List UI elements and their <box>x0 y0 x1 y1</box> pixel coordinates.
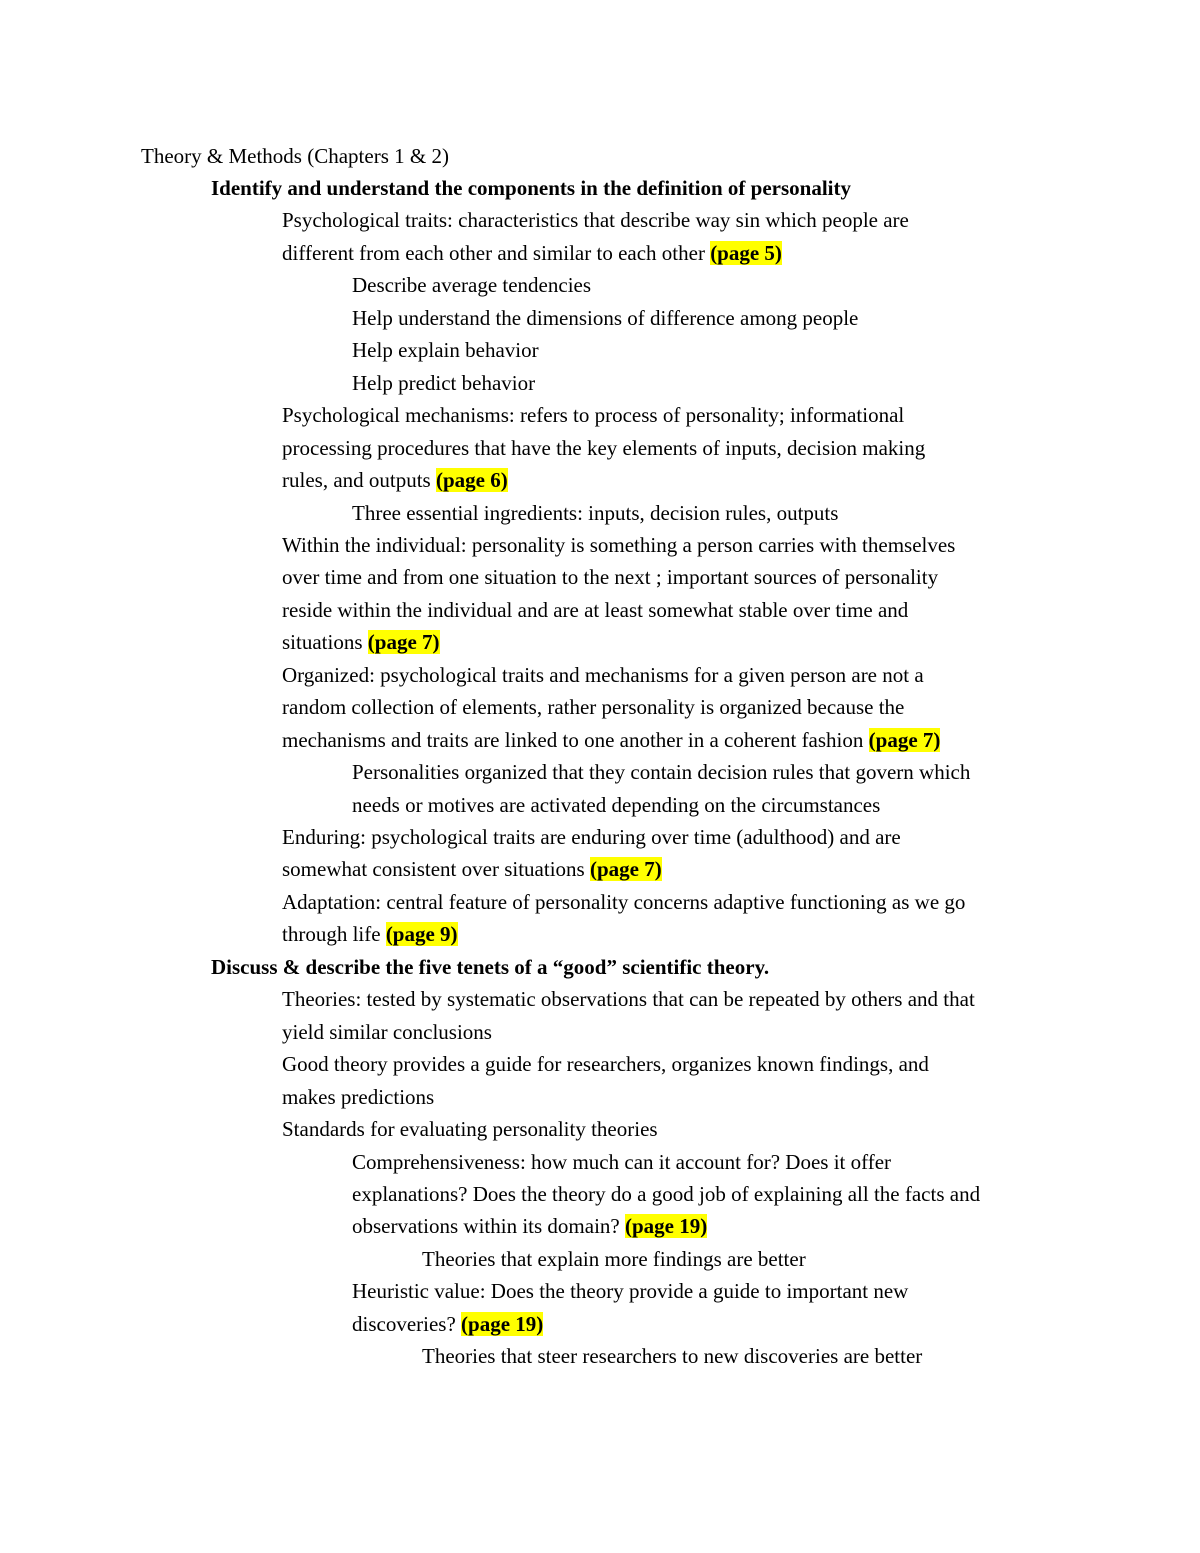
line-text: through life <box>282 922 386 947</box>
line-text: Organized: psychological traits and mechanisms for a given person are not a <box>282 662 924 687</box>
line-text: Enduring: psychological traits are enduring over time (adulthood) and are <box>282 825 901 849</box>
page-reference-highlight: (page 19) <box>624 1214 708 1239</box>
line-text: yield similar conclusions <box>282 1019 492 1044</box>
line-text: somewhat consistent over situations <box>282 857 590 882</box>
line-text: Help understand the dimensions of difference among people <box>352 305 859 330</box>
title-text: Theory & Methods (Chapters 1 & 2) <box>141 144 449 168</box>
line-text: situations <box>282 630 368 655</box>
page-reference-highlight: (page 19) <box>461 1311 544 1336</box>
line-text: Describe average tendencies <box>352 273 592 298</box>
line-text: Adaptation: central feature of personality concerns adaptive functioning as we go <box>282 889 966 914</box>
line-text: Comprehensiveness: how much can it account for? Does it offer <box>352 1149 892 1174</box>
line-text: discoveries? <box>352 1311 462 1336</box>
line-text: Psychological mechanisms: refers to process of personality; informational <box>282 403 905 428</box>
line-text: Heuristic value: Does the theory provide a guide to important new <box>352 1279 909 1304</box>
page-reference-highlight: (page 7) <box>367 630 440 655</box>
page-reference-highlight: (page 7) <box>589 857 662 882</box>
page-reference-highlight: (page 7) <box>868 727 941 752</box>
line-text: Discuss & describe the five tenets of a “good” scientific theory. <box>211 954 770 979</box>
line-text: Three essential ingredients: inputs, decision rules, outputs <box>352 500 839 525</box>
line-text: over time and from one situation to the next ; important sources of personality <box>282 565 939 590</box>
line-text: Standards for evaluating personality theories <box>282 1117 658 1142</box>
line-text: Help predict behavior <box>352 370 536 395</box>
line-text: random collection of elements, rather personality is organized because the <box>282 695 905 720</box>
line-text: Personalities organized that they contain decision rules that govern which <box>352 760 971 785</box>
page-reference-highlight: (page 6) <box>435 468 508 493</box>
line-text: Theories that explain more findings are better <box>422 1246 806 1271</box>
line-text: reside within the individual and are at least somewhat stable over time and <box>282 597 909 622</box>
line-text: Help explain behavior <box>352 338 539 363</box>
line-text: processing procedures that have the key elements of inputs, decision making <box>282 435 926 460</box>
line-text: Good theory provides a guide for researchers, organizes known findings, and <box>282 1052 929 1077</box>
line-text: explanations? Does the theory do a good job of explaining all the facts and <box>352 1181 981 1206</box>
document-title <box>141 140 449 172</box>
line-text: mechanisms and traits are linked to one another in a coherent fashion <box>282 727 869 752</box>
line-text: makes predictions <box>282 1084 435 1109</box>
page-reference-highlight: (page 9) <box>385 922 458 947</box>
line-text: Theories: tested by systematic observations that can be repeated by others and that <box>282 987 975 1012</box>
line-text: Identify and understand the components in the definition of personality <box>211 176 851 200</box>
line-text: rules, and outputs <box>282 468 436 493</box>
line-text: observations within its domain? <box>352 1214 625 1239</box>
line-text: Within the individual: personality is something a person carries with themselves <box>282 532 956 557</box>
line-text: needs or motives are activated depending on the circumstances <box>352 792 881 817</box>
page-reference-highlight: (page 5) <box>710 240 782 265</box>
line-text: different from each other and similar to each other <box>282 240 711 265</box>
line-text: Psychological traits: characteristics that describe way sin which people are <box>282 208 909 233</box>
line-text: Theories that steer researchers to new discoveries are better <box>422 1344 923 1369</box>
